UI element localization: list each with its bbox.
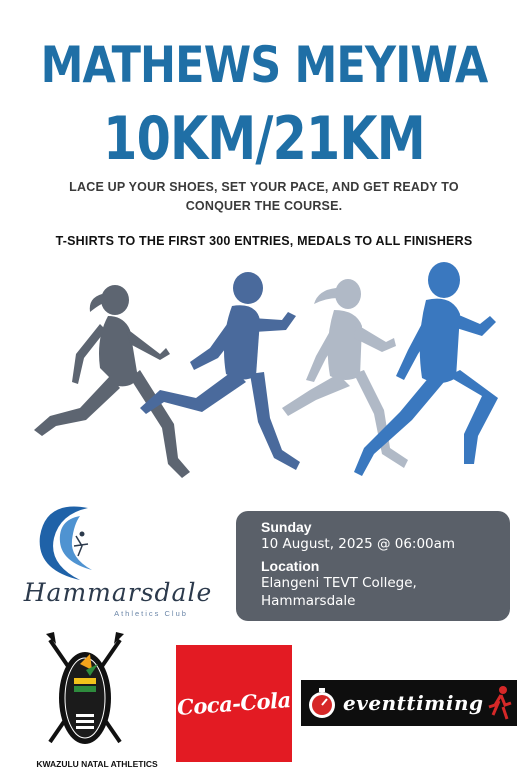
club-logo <box>18 500 128 584</box>
day-label: Sunday <box>261 519 312 535</box>
tagline: LACE UP YOUR SHOES, SET YOUR PACE, AND GET READY TO CONQUER THE COURSE. <box>69 180 459 213</box>
location-label: Location <box>261 558 320 574</box>
promo-text: T-SHIRTS TO THE FIRST 300 ENTRIES, MEDALS TO ALL FINISHERS <box>55 234 473 248</box>
date-time: 10 August, 2025 @ 06:00am <box>261 536 456 552</box>
coca-cola-wordmark: Coca-Cola <box>176 687 292 720</box>
kzn-athletics-logo <box>40 630 130 758</box>
runner-2-silhouette <box>140 272 300 470</box>
eventtiming-logo <box>301 680 517 726</box>
event-info-card <box>236 511 510 621</box>
kzn-athletics-label: KWAZULU NATAL ATHLETICS <box>36 759 158 769</box>
event-title: MATHEWS MEYIWA <box>40 36 488 94</box>
runner-1-silhouette <box>34 285 190 478</box>
runner-icon <box>487 685 513 721</box>
club-subtitle: Athletics Club <box>114 609 188 618</box>
coca-cola-logo <box>176 645 292 762</box>
eventtiming-wordmark: eventtiming <box>343 691 484 715</box>
runners-illustration <box>20 258 510 498</box>
club-name: Hammarsdale <box>23 578 213 607</box>
event-distances: 10KM/21KM <box>103 104 425 174</box>
runner-4-silhouette <box>354 262 498 476</box>
stopwatch-icon <box>305 686 339 720</box>
location-line-2: Hammarsdale <box>261 593 356 609</box>
location-line-1: Elangeni TEVT College, <box>261 575 417 591</box>
